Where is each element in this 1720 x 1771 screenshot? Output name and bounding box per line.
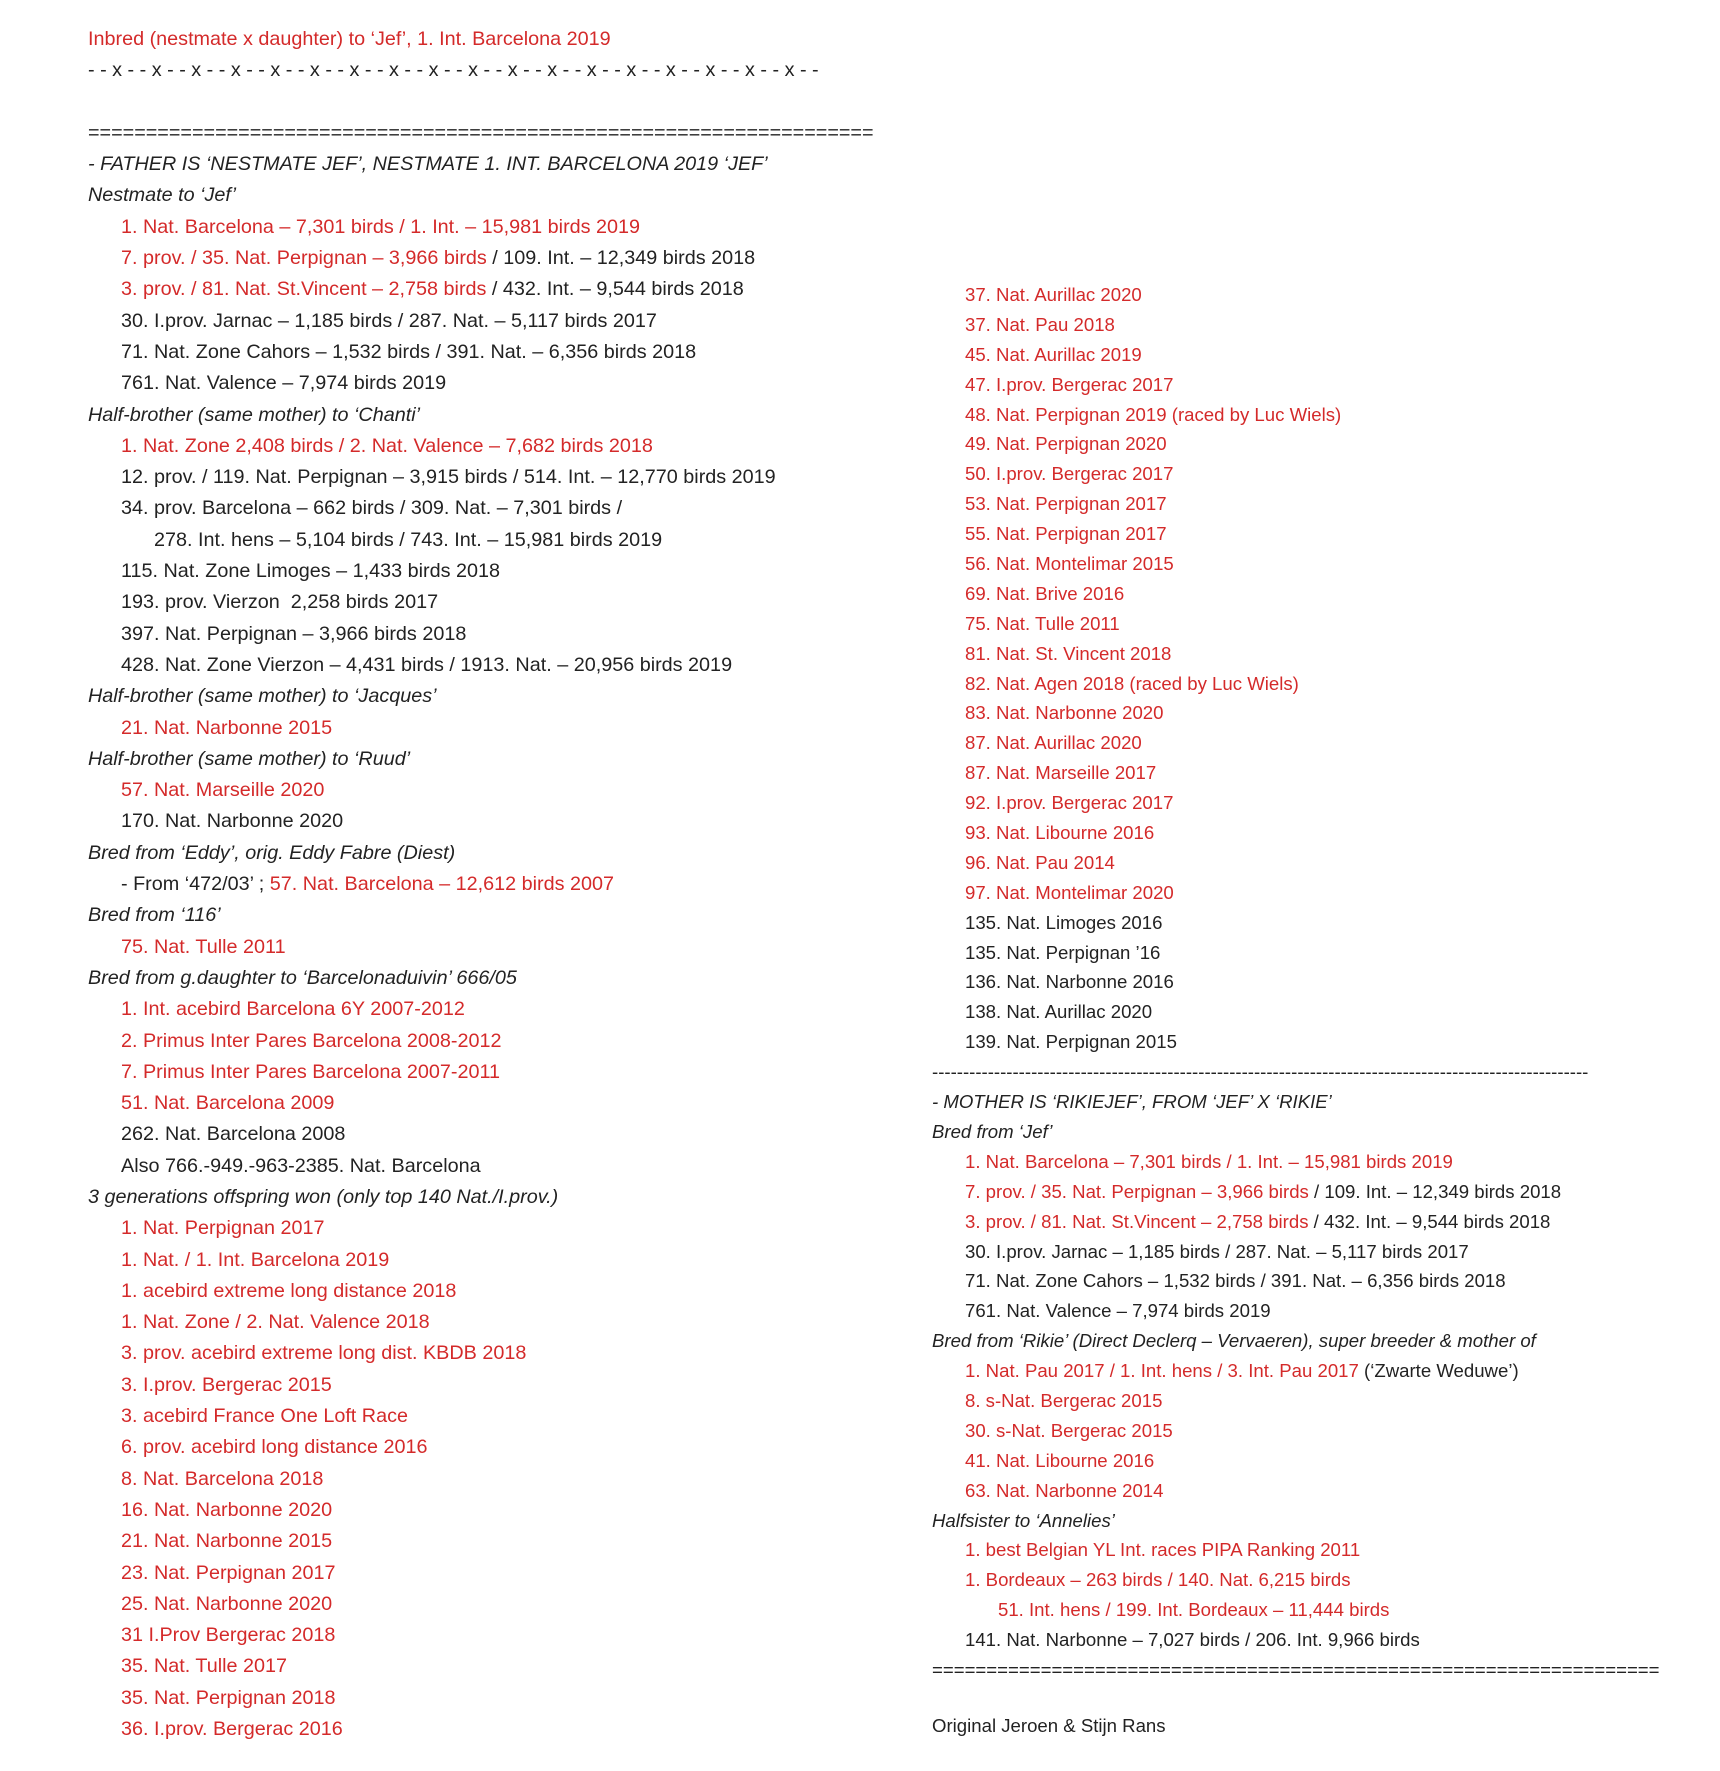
result-line bbox=[932, 1207, 1712, 1237]
result-line bbox=[88, 556, 908, 587]
result-line bbox=[88, 431, 908, 462]
highlighted-text: 83. Nat. Narbonne 2020 bbox=[965, 702, 1164, 724]
highlighted-text: 87. Nat. Marseille 2017 bbox=[965, 762, 1157, 784]
highlighted-text: 8. s-Nat. Bergerac 2015 bbox=[965, 1389, 1163, 1411]
text-segment: - From ‘472/03’ ; bbox=[121, 873, 270, 896]
result-line bbox=[932, 370, 1712, 400]
highlighted-text: 97. Nat. Montelimar 2020 bbox=[965, 881, 1174, 903]
result-line bbox=[932, 967, 1712, 997]
section-heading bbox=[88, 1182, 908, 1213]
result-line bbox=[88, 1307, 908, 1338]
text-segment: / 109. Int. – 12,349 birds 2018 bbox=[486, 247, 756, 270]
result-line bbox=[88, 1088, 908, 1119]
result-line bbox=[932, 519, 1712, 549]
highlighted-text: 16. Nat. Narbonne 2020 bbox=[121, 1498, 333, 1521]
highlighted-text: 51. Nat. Barcelona 2009 bbox=[121, 1092, 335, 1115]
section-heading bbox=[88, 681, 908, 712]
text-segment: 170. Nat. Narbonne 2020 bbox=[121, 810, 344, 833]
highlighted-text: 1. Nat. Barcelona – 7,301 birds / 1. Int. – 15,981 birds 2019 bbox=[121, 215, 641, 238]
text-segment: Bred from ‘Jef’ bbox=[932, 1120, 1053, 1142]
highlighted-text: 87. Nat. Aurillac 2020 bbox=[965, 732, 1142, 754]
highlighted-text: 55. Nat. Perpignan 2017 bbox=[965, 523, 1167, 545]
result-line bbox=[932, 1416, 1712, 1446]
text-segment: Nestmate to ‘Jef’ bbox=[88, 184, 237, 207]
highlighted-text: 21. Nat. Narbonne 2015 bbox=[121, 716, 333, 739]
result-line bbox=[932, 698, 1712, 728]
result-line bbox=[88, 368, 908, 399]
result-line bbox=[88, 587, 908, 618]
result-line bbox=[88, 932, 908, 963]
text-segment: 34. prov. Barcelona – 662 birds / 309. Nat. – 7,301 birds / bbox=[121, 497, 623, 520]
result-line bbox=[88, 1589, 908, 1620]
text-segment: ==================================================================== bbox=[88, 121, 874, 144]
highlighted-text: 82. Nat. Agen 2018 (raced by Luc Wiels) bbox=[965, 672, 1299, 694]
highlighted-text: 56. Nat. Montelimar 2015 bbox=[965, 553, 1174, 575]
highlighted-text: 21. Nat. Narbonne 2015 bbox=[121, 1530, 333, 1553]
result-line bbox=[932, 1266, 1712, 1296]
result-line bbox=[88, 713, 908, 744]
result-line bbox=[88, 806, 908, 837]
result-line bbox=[932, 1446, 1712, 1476]
highlighted-text: 25. Nat. Narbonne 2020 bbox=[121, 1592, 333, 1615]
result-line bbox=[932, 609, 1712, 639]
text-segment: - FATHER IS ‘NESTMATE JEF’, NESTMATE 1. INT. BARCELONA 2019 ‘JEF’ bbox=[88, 153, 768, 176]
text-segment: 761. Nat. Valence – 7,974 birds 2019 bbox=[121, 372, 447, 395]
text-segment: / 109. Int. – 12,349 birds 2018 bbox=[1308, 1180, 1562, 1202]
result-line bbox=[88, 1026, 908, 1057]
text-segment: 138. Nat. Aurillac 2020 bbox=[965, 1001, 1153, 1023]
section-heading bbox=[88, 149, 908, 180]
text-segment: Bred from ‘Eddy’, orig. Eddy Fabre (Diest) bbox=[88, 841, 456, 864]
text-segment: 428. Nat. Zone Vierzon – 4,431 birds / 1913. Nat. – 20,956 birds 2019 bbox=[121, 653, 733, 676]
right-column bbox=[932, 280, 1712, 1685]
highlighted-text: 35. Nat. Perpignan 2018 bbox=[121, 1686, 336, 1709]
section-heading bbox=[932, 1087, 1712, 1117]
text-segment: 761. Nat. Valence – 7,974 birds 2019 bbox=[965, 1300, 1271, 1322]
result-line bbox=[932, 669, 1712, 699]
result-line bbox=[88, 118, 908, 149]
highlighted-text: 3. acebird France One Loft Race bbox=[121, 1405, 408, 1428]
result-line bbox=[932, 400, 1712, 430]
highlighted-text: 7. Primus Inter Pares Barcelona 2007-2011 bbox=[121, 1060, 500, 1083]
result-line bbox=[932, 310, 1712, 340]
text-segment: 30. I.prov. Jarnac – 1,185 birds / 287. Nat. – 5,117 birds 2017 bbox=[965, 1240, 1469, 1262]
text-segment: 30. I.prov. Jarnac – 1,185 birds / 287. Nat. – 5,117 birds 2017 bbox=[121, 309, 657, 332]
result-line bbox=[88, 212, 908, 243]
highlighted-text: 1. Nat. Zone / 2. Nat. Valence 2018 bbox=[121, 1311, 430, 1334]
result-line bbox=[932, 1237, 1712, 1267]
highlighted-text: 23. Nat. Perpignan 2017 bbox=[121, 1561, 336, 1584]
text-segment: Bred from ‘116’ bbox=[88, 904, 221, 927]
highlighted-text: 48. Nat. Perpignan 2019 (raced by Luc Wiels) bbox=[965, 403, 1342, 425]
result-line bbox=[932, 908, 1712, 938]
result-line bbox=[932, 1655, 1712, 1685]
result-line bbox=[932, 1595, 1712, 1625]
highlighted-text: 1. best Belgian YL Int. races PIPA Ranking 2011 bbox=[965, 1539, 1361, 1561]
text-segment: Also 766.-949.-963-2385. Nat. Barcelona bbox=[121, 1154, 481, 1177]
text-segment: ---------------------------------------------------------------------------------------------------------- bbox=[932, 1061, 1589, 1083]
highlighted-text: 1. Nat. / 1. Int. Barcelona 2019 bbox=[121, 1248, 390, 1271]
text-segment: 141. Nat. Narbonne – 7,027 birds / 206. Int. 9,966 birds bbox=[965, 1629, 1420, 1651]
result-line bbox=[88, 243, 908, 274]
highlighted-text: 3. prov. / 81. Nat. St.Vincent – 2,758 birds bbox=[965, 1210, 1309, 1232]
result-line bbox=[932, 340, 1712, 370]
result-line bbox=[88, 1432, 908, 1463]
result-line bbox=[932, 1535, 1712, 1565]
result-line bbox=[88, 274, 908, 305]
result-line bbox=[88, 869, 908, 900]
result-line bbox=[932, 728, 1712, 758]
section-heading bbox=[932, 1326, 1712, 1356]
section-heading bbox=[88, 400, 908, 431]
highlighted-text: 50. I.prov. Bergerac 2017 bbox=[965, 463, 1174, 485]
result-line bbox=[932, 997, 1712, 1027]
highlighted-text: 1. Bordeaux – 263 birds / 140. Nat. 6,215 birds bbox=[965, 1569, 1351, 1591]
text-segment: 115. Nat. Zone Limoges – 1,433 birds 2018 bbox=[121, 560, 501, 583]
result-line bbox=[88, 1620, 908, 1651]
highlighted-text: 57. Nat. Marseille 2020 bbox=[121, 779, 325, 802]
highlighted-text: 2. Primus Inter Pares Barcelona 2008-2012 bbox=[121, 1029, 502, 1052]
result-line bbox=[88, 525, 908, 556]
result-line bbox=[932, 489, 1712, 519]
result-line bbox=[932, 1296, 1712, 1326]
highlighted-text: 53. Nat. Perpignan 2017 bbox=[965, 493, 1167, 515]
text-segment: Bred from ‘Rikie’ (Direct Declerq – Vervaeren), super breeder & mother of bbox=[932, 1330, 1536, 1352]
result-line bbox=[932, 280, 1712, 310]
text-segment: Half-brother (same mother) to ‘Chanti’ bbox=[88, 403, 421, 426]
text-segment: 3 generations offspring won (only top 140 Nat./I.prov.) bbox=[88, 1185, 559, 1208]
highlighted-text: 57. Nat. Barcelona – 12,612 birds 2007 bbox=[269, 873, 614, 896]
result-line bbox=[932, 758, 1712, 788]
text-segment: - - x - - x - - x - - x - - x - - x - - x - - x - - x - - x - - x - - x - - x - - x - - x - - x - - x - - x - - bbox=[88, 59, 819, 82]
text-segment: 193. prov. Vierzon 2,258 birds 2017 bbox=[121, 591, 439, 614]
highlighted-text: 30. s-Nat. Bergerac 2015 bbox=[965, 1419, 1173, 1441]
result-line bbox=[88, 1213, 908, 1244]
result-line bbox=[932, 1356, 1712, 1386]
result-line bbox=[88, 650, 908, 681]
highlighted-text: 75. Nat. Tulle 2011 bbox=[965, 612, 1120, 634]
result-line bbox=[88, 619, 908, 650]
result-line bbox=[88, 1464, 908, 1495]
section-heading bbox=[932, 1506, 1712, 1536]
result-line bbox=[932, 579, 1712, 609]
result-line bbox=[88, 493, 908, 524]
result-line bbox=[88, 306, 908, 337]
result-line bbox=[932, 1027, 1712, 1057]
text-segment: Bred from g.daughter to ‘Barcelonaduivin’ 666/05 bbox=[88, 966, 517, 989]
result-line bbox=[88, 1651, 908, 1682]
section-heading bbox=[88, 744, 908, 775]
result-line bbox=[932, 1386, 1712, 1416]
highlighted-text: 1. Nat. Pau 2017 / 1. Int. hens / 3. Int. Pau 2017 bbox=[965, 1360, 1359, 1382]
highlighted-text: 51. Int. hens / 199. Int. Bordeaux – 11,444 birds bbox=[998, 1599, 1390, 1621]
result-line bbox=[88, 1151, 908, 1182]
highlighted-text: 81. Nat. St. Vincent 2018 bbox=[965, 642, 1172, 664]
result-line bbox=[932, 788, 1712, 818]
text-segment: 71. Nat. Zone Cahors – 1,532 birds / 391. Nat. – 6,356 birds 2018 bbox=[965, 1270, 1506, 1292]
highlighted-text: 3. prov. / 81. Nat. St.Vincent – 2,758 birds bbox=[121, 278, 487, 301]
highlighted-text: 8. Nat. Barcelona 2018 bbox=[121, 1467, 324, 1490]
text-segment: 136. Nat. Narbonne 2016 bbox=[965, 971, 1174, 993]
result-line bbox=[932, 459, 1712, 489]
result-line bbox=[932, 429, 1712, 459]
highlighted-text: 45. Nat. Aurillac 2019 bbox=[965, 343, 1142, 365]
text-segment: 278. Int. hens – 5,104 birds / 743. Int. – 15,981 birds 2019 bbox=[154, 528, 663, 551]
highlighted-text: 41. Nat. Libourne 2016 bbox=[965, 1449, 1155, 1471]
highlighted-text: 75. Nat. Tulle 2011 bbox=[121, 935, 286, 958]
result-line bbox=[932, 1057, 1712, 1087]
highlighted-text: 3. I.prov. Bergerac 2015 bbox=[121, 1373, 332, 1396]
result-line bbox=[88, 1495, 908, 1526]
result-line bbox=[88, 55, 908, 86]
highlighted-text: 7. prov. / 35. Nat. Perpignan – 3,966 birds bbox=[965, 1180, 1309, 1202]
result-line bbox=[932, 639, 1712, 669]
text-segment: 262. Nat. Barcelona 2008 bbox=[121, 1123, 346, 1146]
highlighted-text: Inbred (nestmate x daughter) to ‘Jef’, 1. Int. Barcelona 2019 bbox=[88, 28, 611, 50]
result-line bbox=[88, 1714, 908, 1745]
highlighted-text: 92. I.prov. Bergerac 2017 bbox=[965, 792, 1174, 814]
highlighted-text: 47. I.prov. Bergerac 2017 bbox=[965, 373, 1174, 395]
text-segment: 71. Nat. Zone Cahors – 1,532 birds / 391. Nat. – 6,356 birds 2018 bbox=[121, 340, 697, 363]
highlighted-text: 1. Int. acebird Barcelona 6Y 2007-2012 bbox=[121, 998, 465, 1021]
result-line bbox=[932, 1147, 1712, 1177]
highlighted-text: 7. prov. / 35. Nat. Perpignan – 3,966 birds bbox=[121, 247, 487, 270]
text-segment: - MOTHER IS ‘RIKIEJEF’, FROM ‘JEF’ X ‘RIKIE’ bbox=[932, 1091, 1332, 1113]
result-line bbox=[932, 549, 1712, 579]
highlighted-text: 36. I.prov. Bergerac 2016 bbox=[121, 1718, 343, 1741]
result-line bbox=[88, 775, 908, 806]
text-segment: 397. Nat. Perpignan – 3,966 birds 2018 bbox=[121, 622, 467, 645]
highlighted-text: 6. prov. acebird long distance 2016 bbox=[121, 1436, 428, 1459]
result-line bbox=[88, 1401, 908, 1432]
result-line bbox=[88, 1276, 908, 1307]
highlighted-text: 49. Nat. Perpignan 2020 bbox=[965, 433, 1167, 455]
highlighted-text: 93. Nat. Libourne 2016 bbox=[965, 822, 1155, 844]
result-line bbox=[88, 1119, 908, 1150]
result-line bbox=[88, 994, 908, 1025]
result-line bbox=[932, 1476, 1712, 1506]
text-segment: 135. Nat. Limoges 2016 bbox=[965, 911, 1163, 933]
highlighted-text: 3. prov. acebird extreme long dist. KBDB 2018 bbox=[121, 1342, 527, 1365]
text-segment: =================================================================== bbox=[932, 1658, 1660, 1680]
left-column bbox=[88, 24, 908, 1745]
result-line bbox=[88, 462, 908, 493]
text-segment: 12. prov. / 119. Nat. Perpignan – 3,915 birds / 514. Int. – 12,770 birds 2019 bbox=[121, 466, 776, 489]
result-line bbox=[932, 848, 1712, 878]
highlighted-text: 31 I.Prov Bergerac 2018 bbox=[121, 1624, 336, 1647]
result-line bbox=[88, 1245, 908, 1276]
result-line bbox=[88, 1683, 908, 1714]
result-line bbox=[88, 24, 908, 55]
section-heading bbox=[88, 963, 908, 994]
result-line bbox=[932, 1177, 1712, 1207]
result-line bbox=[88, 1057, 908, 1088]
result-line bbox=[88, 337, 908, 368]
section-heading bbox=[88, 180, 908, 211]
text-segment: Half-brother (same mother) to ‘Jacques’ bbox=[88, 685, 437, 708]
text-segment: / 432. Int. – 9,544 birds 2018 bbox=[486, 278, 744, 301]
highlighted-text: 37. Nat. Pau 2018 bbox=[965, 313, 1115, 335]
result-line bbox=[88, 1370, 908, 1401]
result-line bbox=[88, 1338, 908, 1369]
text-segment: 139. Nat. Perpignan 2015 bbox=[965, 1031, 1177, 1053]
result-line bbox=[932, 818, 1712, 848]
highlighted-text: 37. Nat. Aurillac 2020 bbox=[965, 284, 1142, 305]
text-segment: Half-brother (same mother) to ‘Ruud’ bbox=[88, 747, 411, 770]
result-line bbox=[932, 938, 1712, 968]
text-segment: / 432. Int. – 9,544 birds 2018 bbox=[1308, 1210, 1551, 1232]
highlighted-text: 1. Nat. Barcelona – 7,301 birds / 1. Int. – 15,981 birds 2019 bbox=[965, 1150, 1453, 1172]
highlighted-text: 63. Nat. Narbonne 2014 bbox=[965, 1479, 1164, 1501]
highlighted-text: 1. Nat. Perpignan 2017 bbox=[121, 1217, 325, 1240]
highlighted-text: 35. Nat. Tulle 2017 bbox=[121, 1655, 288, 1678]
result-line bbox=[932, 878, 1712, 908]
text-segment: Halfsister to ‘Annelies’ bbox=[932, 1509, 1115, 1531]
result-line bbox=[88, 1526, 908, 1557]
section-heading bbox=[932, 1117, 1712, 1147]
section-heading bbox=[88, 838, 908, 869]
highlighted-text: 69. Nat. Brive 2016 bbox=[965, 582, 1125, 604]
highlighted-text: 96. Nat. Pau 2014 bbox=[965, 851, 1115, 873]
result-line bbox=[88, 1558, 908, 1589]
highlighted-text: 1. Nat. Zone 2,408 birds / 2. Nat. Valence – 7,682 birds 2018 bbox=[121, 434, 653, 457]
highlighted-text: 1. acebird extreme long distance 2018 bbox=[121, 1279, 457, 1302]
footer-credit: Original Jeroen & Stijn Rans bbox=[932, 1715, 1166, 1736]
result-line bbox=[932, 1565, 1712, 1595]
section-heading bbox=[88, 900, 908, 931]
text-segment: (‘Zwarte Weduwe’) bbox=[1358, 1360, 1519, 1382]
result-line bbox=[932, 1625, 1712, 1655]
blank-line bbox=[88, 87, 908, 118]
text-segment: 135. Nat. Perpignan ’16 bbox=[965, 941, 1161, 963]
